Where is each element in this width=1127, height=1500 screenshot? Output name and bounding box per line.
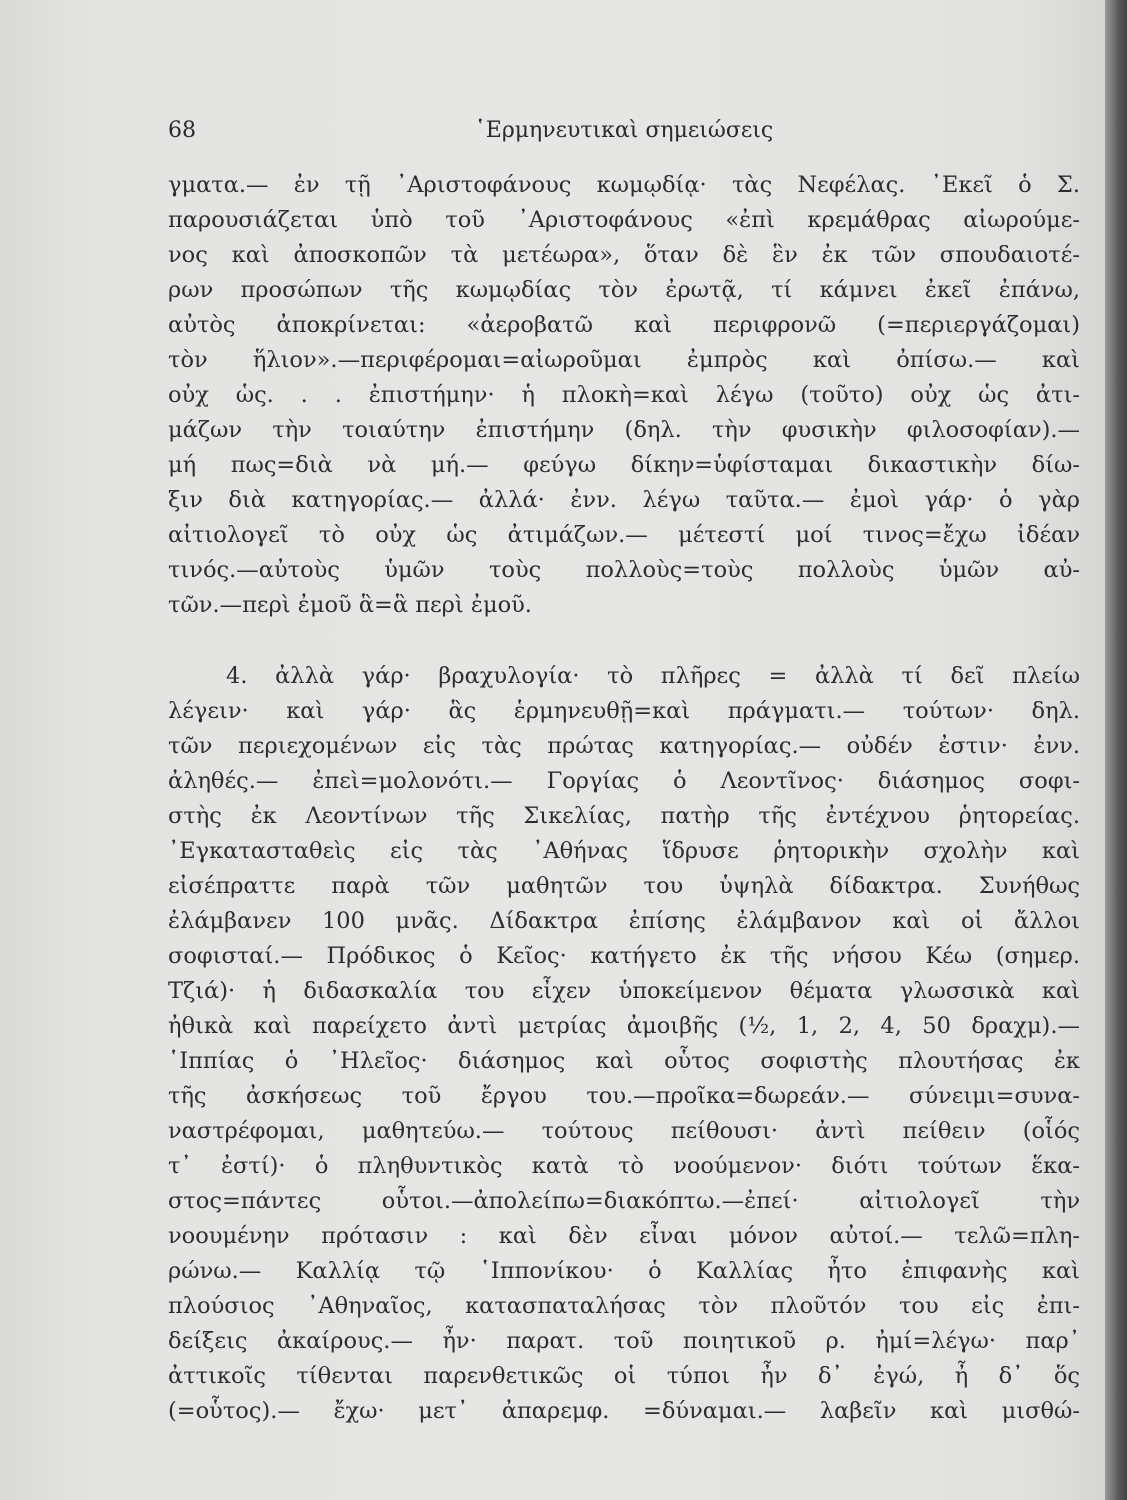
text-line: ρων προσώπων τῆς κωμῳδίας τὸν ἐρωτᾷ, τί κάμνει ἐκεῖ ἐπάνω, [168, 277, 1080, 303]
text-line: γματα.— ἐν τῇ ᾿Αριστοφάνους κωμῳδίᾳ· τὰς Νεφέλας. ᾿Εκεῖ ὁ Σ. [168, 172, 1080, 198]
text-line: μάζων τὴν τοιαύτην ἐπιστήμην (δηλ. τὴν φυσικὴν φιλοσοφίαν).— [168, 417, 1080, 443]
running-title: ῾Ερμηνευτικαὶ σημειώσεις [474, 118, 774, 143]
text-line: λέγειν· καὶ γάρ· ἃς ἑρμηνευθῇ=καὶ πράγματι.— τούτων· δηλ. [168, 698, 1080, 724]
text-line: ᾿Εγκατασταθεὶς εἰς τὰς ᾿Αθήνας ἵδρυσε ῥητορικὴν σχολὴν καὶ [168, 838, 1080, 864]
text-line: τῆς ἀσκήσεως τοῦ ἔργου του.—προῖκα=δωρεάν.— σύνειμι=συνα- [168, 1083, 1080, 1109]
text-line: νος καὶ ἀποσκοπῶν τὰ μετέωρα», ὅταν δὲ ἓν ἐκ τῶν σπουδαιοτέ- [168, 242, 1080, 268]
text-line: τῶν περιεχομένων εἰς τὰς πρώτας κατηγορίας.— οὐδέν ἐστιν· ἐνν. [168, 733, 1080, 759]
page-header [168, 118, 1080, 152]
text-line: 4. ἀλλὰ γάρ· βραχυλογία· τὸ πλῆρες = ἀλλὰ τί δεῖ πλείω [226, 663, 1080, 689]
text-line: παρουσιάζεται ὑπὸ τοῦ ᾿Αριστοφάνους «ἐπὶ κρεμάθρας αἰωρούμε- [168, 207, 1080, 233]
text-line: τ᾿ ἐστί)· ὁ πληθυντικὸς κατὰ τὸ νοούμενον· διότι τούτων ἕκα- [168, 1153, 1080, 1179]
page-edge [1105, 0, 1127, 1500]
text-line: ἀληθές.— ἐπεὶ=μολονότι.— Γοργίας ὁ Λεοντῖνος· διάσημος σοφι- [168, 768, 1080, 794]
page-number: 68 [168, 118, 196, 143]
text-line: ἀττικοῖς τίθενται παρενθετικῶς οἱ τύποι ἦν δ᾿ ἐγώ, ἦ δ᾿ ὅς [168, 1363, 1080, 1389]
text-line: ρώνω.— Καλλίᾳ τῷ ῾Ιππονίκου· ὁ Καλλίας ἦτο ἐπιφανὴς καὶ [168, 1258, 1080, 1284]
text-line: σοφισταί.— Πρόδικος ὁ Κεῖος· κατήγετο ἐκ τῆς νήσου Κέω (σημερ. [168, 943, 1080, 969]
text-line: Τζιά)· ἡ διδασκαλία του εἶχεν ὑποκείμενον θέματα γλωσσικὰ καὶ [168, 978, 1080, 1004]
text-line: (=οὗτος).— ἔχω· μετ᾿ ἀπαρεμφ. =δύναμαι.— λαβεῖν καὶ μισθώ- [168, 1398, 1080, 1424]
text-line: τῶν.—περὶ ἐμοῦ ἃ=ἃ περὶ ἐμοῦ. [168, 592, 532, 618]
text-line: στος=πάντες οὗτοι.—ἀπολείπω=διακόπτω.—ἐπεί· αἰτιολογεῖ τὴν [168, 1188, 1080, 1214]
text-line: ναστρέφομαι, μαθητεύω.— τούτους πείθουσι· ἀντὶ πείθειν (οἷός [168, 1118, 1080, 1144]
text-line: οὐχ ὡς. . . ἐπιστήμην· ἡ πλοκὴ=καὶ λέγω (τοῦτο) οὐχ ὡς ἀτι- [168, 382, 1080, 408]
text-line: ῾Ιππίας ὁ ᾿Ηλεῖος· διάσημος καὶ οὗτος σοφιστὴς πλουτήσας ἐκ [168, 1048, 1080, 1074]
paragraph-gap [168, 623, 1080, 659]
text-line: ἠθικὰ καὶ παρείχετο ἀντὶ μετρίας ἀμοιβῆς (½, 1, 2, 4, 50 δραχμ).— [168, 1013, 1080, 1039]
text-line: δείξεις ἀκαίρους.— ἦν· παρατ. τοῦ ποιητικοῦ ρ. ἠμί=λέγω· παρ᾿ [168, 1328, 1080, 1354]
text-line: ἐλάμβανεν 100 μνᾶς. Δίδακτρα ἐπίσης ἐλάμβανον καὶ οἱ ἄλλοι [168, 908, 1080, 934]
text-line: μή πως=διὰ νὰ μή.— φεύγω δίκην=ὑφίσταμαι δικαστικὴν δίω- [168, 452, 1080, 478]
text-line: νοουμένην πρότασιν : καὶ δὲν εἶναι μόνον αὐτοί.— τελῶ=πλη- [168, 1223, 1080, 1249]
text-line: πλούσιος ᾿Αθηναῖος, κατασπαταλήσας τὸν πλοῦτόν του εἰς ἐπι- [168, 1293, 1080, 1319]
body-text [168, 168, 1080, 1429]
text-line: τὸν ἥλιον».—περιφέρομαι=αἰωροῦμαι ἐμπρὸς καὶ ὀπίσω.— καὶ [168, 347, 1080, 373]
text-line: αἰτιολογεῖ τὸ οὐχ ὡς ἀτιμάζων.— μέτεστί μοί τινος=ἔχω ἰδέαν [168, 522, 1080, 548]
text-line: αὐτὸς ἀποκρίνεται: «ἀεροβατῶ καὶ περιφρονῶ (=περιεργάζομαι) [168, 312, 1080, 338]
text-line: τινός.—αὐτοὺς ὑμῶν τοὺς πολλοὺς=τοὺς πολλοὺς ὑμῶν αὐ- [168, 557, 1080, 583]
text-line: στὴς ἐκ Λεοντίνων τῆς Σικελίας, πατὴρ τῆς ἐντέχνου ῥητορείας. [168, 803, 1080, 829]
text-line: ξιν διὰ κατηγορίας.— ἀλλά· ἐνν. λέγω ταῦτα.— ἐμοὶ γάρ· ὁ γὰρ [168, 487, 1080, 513]
text-line: εἰσέπραττε παρὰ τῶν μαθητῶν του ὑψηλὰ δίδακτρα. Συνήθως [168, 873, 1080, 899]
